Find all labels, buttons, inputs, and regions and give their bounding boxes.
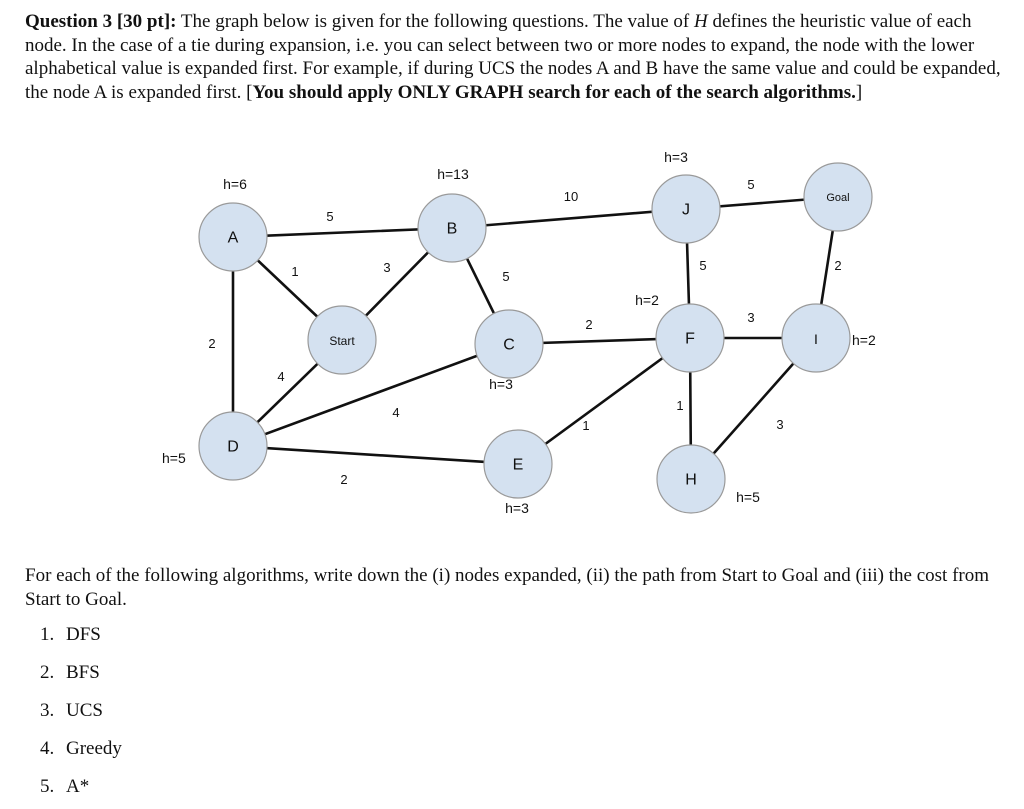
instructions: For each of the following algorithms, write down the (i) nodes expanded, (ii) the path from Start to Goal and (iii) the cost from Start to Goal. [25,565,990,610]
heuristic-j: h=3 [664,149,688,165]
node-label-a: A [227,229,239,247]
edge-weight-f-h: 1 [676,398,684,413]
node-i [782,304,850,372]
edge-d-e [233,446,518,464]
edge-weight-e-f: 1 [582,418,590,433]
heuristic-h: h=5 [736,489,760,505]
heuristic-e: h=3 [505,500,529,516]
question-points: [30 pt]: [116,11,177,32]
heuristic-variable: H [693,11,708,32]
question-text-2: defines the heuristic value of each node. In the case of a tie during expansion, i.e. you can select between two or more nodes to expand, the node with the lower alphabetical value is expanded first. For example, if during UCS the nodes A and B have the same value and could be expanded, the node A is expanded first. [ [25,11,1001,103]
edge-weight-d-e: 2 [340,472,348,487]
heuristic-a: h=6 [223,176,247,192]
node-f [656,304,724,372]
edge-weight-f-i: 3 [747,310,755,325]
node-start [308,306,376,374]
algorithm-item-2 [40,654,122,692]
edge-weight-c-f: 2 [585,317,593,332]
node-label-goal: Goal [826,192,850,204]
heuristic-f: h=2 [635,292,659,308]
edge-weight-start-b: 3 [383,260,391,275]
node-c [475,310,543,378]
node-label-f: F [685,330,695,348]
edge-weight-b-j: 10 [563,189,579,204]
node-j [652,175,720,243]
question-label: Question 3 [25,11,113,32]
algorithm-name: Greedy [66,738,122,759]
edge-weight-j-goal: 5 [747,177,755,192]
edge-weight-start-d: 4 [277,369,285,384]
edge-weight-a-b: 5 [326,209,334,224]
algorithm-number: 4. [40,738,55,759]
edge-b-j [452,209,686,228]
algorithm-item-5 [40,768,122,806]
node-b [418,194,486,262]
edge-weight-b-c: 5 [502,269,510,284]
heuristic-b: h=13 [437,166,469,182]
node-e [484,430,552,498]
algorithm-name: UCS [66,700,103,721]
edge-weight-goal-i: 2 [834,258,842,273]
question-text-1: The graph below is given for the following questions. The value of [176,11,694,32]
node-label-start: Start [329,334,355,348]
algorithm-item-4 [40,730,122,768]
node-label-h: H [685,471,697,489]
close-bracket: ] [855,81,863,103]
edge-weight-h-i: 3 [776,417,784,432]
algorithm-item-1 [40,616,122,654]
node-label-c: C [503,336,515,354]
node-label-j: J [682,201,690,219]
heuristic-c: h=3 [489,376,513,392]
node-label-d: D [227,438,239,456]
node-goal [804,163,872,231]
algorithm-item-3 [40,692,122,730]
node-label-i: I [814,331,818,347]
algorithm-number: 2. [40,662,55,683]
node-d [199,412,267,480]
heuristic-i: h=2 [852,332,876,348]
edge-weight-a-start: 1 [291,264,299,279]
heuristic-d: h=5 [162,450,186,466]
algorithm-name: BFS [66,662,100,683]
edge-weight-a-d: 2 [208,336,216,351]
algorithm-number: 5. [40,776,55,797]
algorithm-number: 3. [40,700,55,721]
node-a [199,203,267,271]
node-h [657,445,725,513]
graph-search-note: You should apply ONLY GRAPH search for each of the search algorithms. [252,81,856,103]
algorithm-name: A* [66,776,90,797]
algorithm-name: DFS [66,624,101,645]
node-label-b: B [446,220,458,238]
edge-d-c [233,344,509,446]
edge-weight-j-f: 5 [699,258,707,273]
node-label-e: E [512,456,524,474]
algorithm-number: 1. [40,624,55,645]
algorithm-list [40,616,122,806]
edge-weight-d-c: 4 [392,405,400,420]
